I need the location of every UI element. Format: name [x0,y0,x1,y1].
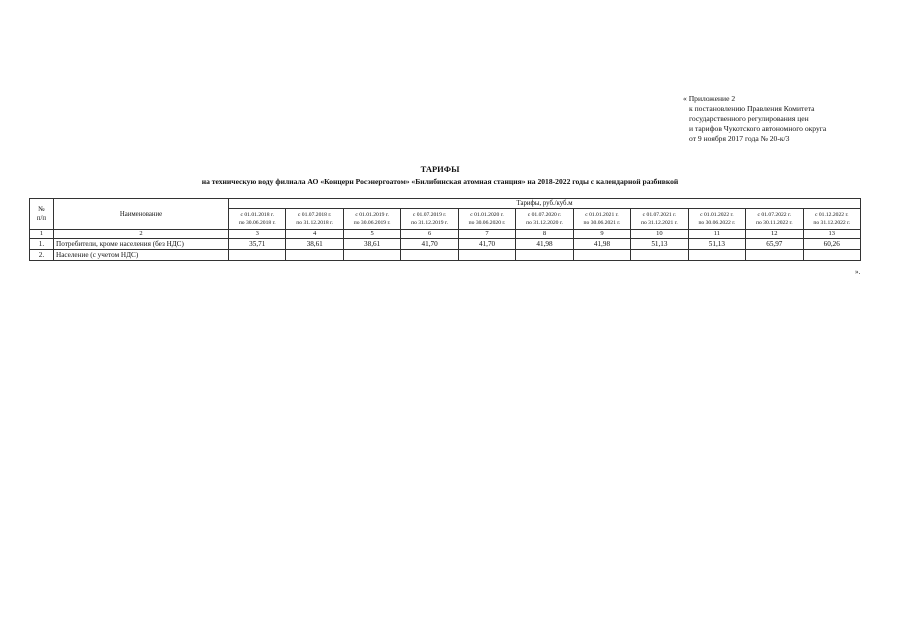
period-start: с 01.07.2021 г. [642,212,677,218]
row-number: 1. [30,239,54,250]
period-start: с 01.07.2022 г. [757,212,792,218]
column-index-cell: 5 [343,230,400,239]
tariff-value-cell [458,250,515,261]
period-end: по 30.06.2022 г. [698,220,736,226]
tariff-value-cell [631,250,688,261]
tariff-value-cell [286,250,343,261]
period-start: с 01.07.2019 г. [412,212,447,218]
appendix-line: государственного регулирования цен [689,114,809,123]
tariff-value-cell [573,250,630,261]
period-start: с 01.01.2020 г. [470,212,504,218]
period-start: с 01.01.2021 г. [585,212,619,218]
row-name: Население (с учетом НДС) [54,250,229,261]
tariff-value-cell: 41,98 [573,239,630,250]
period-start: с 01.07.2020 г. [527,212,562,218]
period-header [401,209,458,230]
table-row [30,239,861,250]
column-index-cell: 10 [631,230,688,239]
period-header [286,209,343,230]
period-end: по 30.11.2022 г. [755,220,793,226]
period-end: по 31.12.2020 г. [526,220,563,226]
tariff-value-cell [229,250,286,261]
tariff-value-cell [803,250,860,261]
period-end: по 31.12.2019 г. [411,220,448,226]
column-index-cell: 7 [458,230,515,239]
column-index-cell: 2 [54,230,229,239]
tariff-value-cell: 51,13 [631,239,688,250]
row-number: 2. [30,250,54,261]
period-end: по 31.12.2018 г. [296,220,334,226]
tariff-table [29,198,861,261]
period-header [516,209,573,230]
column-index-cell: 8 [516,230,573,239]
header-number [30,199,54,230]
column-index-cell: 9 [573,230,630,239]
period-end: по 31.12.2021 г. [640,220,678,226]
appendix-line: и тарифов Чукотского автономного округа [689,124,827,133]
closing-quote: ». [855,268,861,276]
column-index-cell: 3 [229,230,286,239]
tariff-value-cell: 35,71 [229,239,286,250]
header-number-line: п/п [36,215,47,222]
period-header [573,209,630,230]
column-index-cell: 12 [746,230,803,239]
period-header [343,209,400,230]
period-start: с 01.01.2019 г. [355,212,389,218]
tariff-value-cell [401,250,458,261]
period-end: по 30.06.2020 г. [468,220,506,226]
period-end: по 30.06.2021 г. [583,220,621,226]
tariff-value-cell [343,250,400,261]
column-index-row [30,230,861,239]
period-header [458,209,515,230]
tariff-value-cell: 41,98 [516,239,573,250]
table-body [30,239,861,261]
document-subtitle: на техническую воду филиала АО «Концерн Росэнергоатом» «Билибинская атомная станция» на 2018-2022 годы с календарной разбивкой [201,177,679,186]
appendix-line: от 9 ноября 2017 года № 20-к/3 [689,134,790,143]
tariff-value-cell [746,250,803,261]
appendix-block [683,94,826,144]
tariff-value-cell [688,250,745,261]
header-number-line: № [38,206,45,213]
period-end: по 30.06.2019 г. [353,220,391,226]
column-index-cell: 6 [401,230,458,239]
column-index-cell: 1 [30,230,54,239]
column-index-cell: 13 [803,230,860,239]
period-header [631,209,688,230]
period-start: с 01.01.2022 г. [700,212,734,218]
header-tariff-group: Тарифы, руб./куб.м [229,199,861,209]
period-start: с 01.07.2018 г. [297,212,332,218]
period-end: по 30.06.2018 г. [238,220,276,226]
period-header [746,209,803,230]
tariff-value-cell: 41,70 [458,239,515,250]
tariff-value-cell: 41,70 [401,239,458,250]
period-header [688,209,745,230]
period-start: с 01.12.2022 г. [815,212,849,218]
period-header [229,209,286,230]
period-start: с 01.01.2018 г. [240,212,274,218]
row-name: Потребители, кроме населения (без НДС) [54,239,229,250]
appendix-line: к постановлению Правления Комитета [689,104,815,113]
tariff-value-cell: 65,97 [746,239,803,250]
tariff-value-cell: 60,26 [803,239,860,250]
tariff-value-cell: 38,61 [343,239,400,250]
table-row [30,250,861,261]
appendix-line: « Приложение 2 [683,94,736,103]
tariff-value-cell [516,250,573,261]
tariff-value-cell: 51,13 [688,239,745,250]
tariff-value-cell: 38,61 [286,239,343,250]
period-end: по 31.12.2022 г. [813,220,851,226]
column-index-cell: 11 [688,230,745,239]
header-name: Наименование [54,199,229,230]
column-index-cell: 4 [286,230,343,239]
document-title: ТАРИФЫ [420,164,460,174]
period-header [803,209,860,230]
